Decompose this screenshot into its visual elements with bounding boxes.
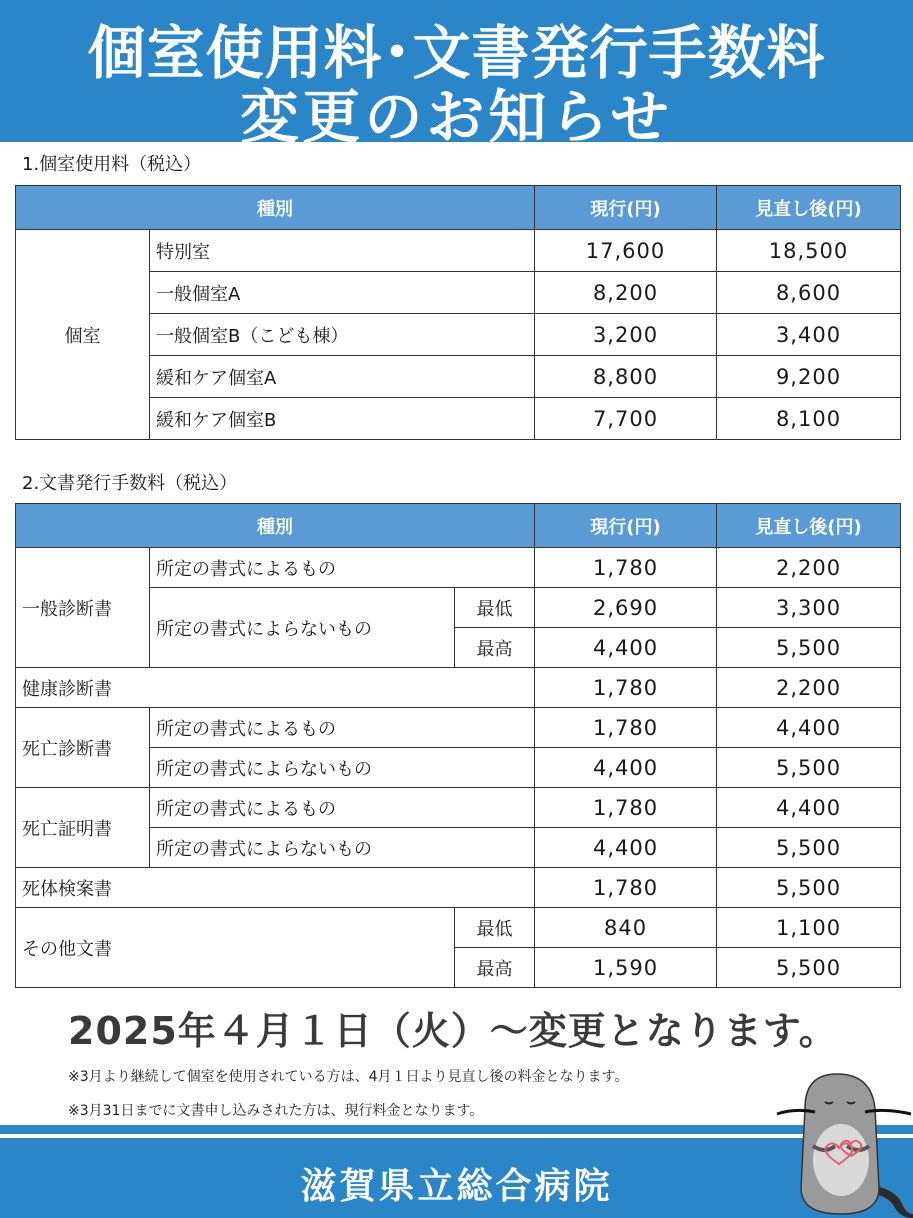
header-current: 現行(円) <box>535 186 717 230</box>
max-label: 最高 <box>455 948 535 988</box>
revised-fee: 5,500 <box>717 828 901 868</box>
current-fee: 1,780 <box>535 868 717 908</box>
effective-date: 2025年４月１日（火）～変更となります。 <box>68 1009 838 1053</box>
table-row <box>16 908 901 948</box>
current-fee: 7,700 <box>535 398 717 440</box>
room-name: 緩和ケア個室B <box>150 398 535 440</box>
table-row <box>16 230 901 272</box>
revised-fee: 5,500 <box>717 868 901 908</box>
format-label: 所定の書式によるもの <box>150 548 535 588</box>
group-label: 個室 <box>16 230 150 440</box>
hospital-name: 滋賀県立総合病院 <box>300 1166 613 1207</box>
revised-fee: 2,200 <box>717 548 901 588</box>
revised-fee: 8,600 <box>717 272 901 314</box>
revised-fee: 5,500 <box>717 748 901 788</box>
current-fee: 17,600 <box>535 230 717 272</box>
revised-fee: 18,500 <box>717 230 901 272</box>
min-label: 最低 <box>455 588 535 628</box>
current-fee: 1,590 <box>535 948 717 988</box>
revised-fee: 1,100 <box>717 908 901 948</box>
format-label: 所定の書式によらないもの <box>150 588 455 668</box>
current-fee: 4,400 <box>535 628 717 668</box>
room-name: 一般個室A <box>150 272 535 314</box>
room-name: 一般個室B（こども棟） <box>150 314 535 356</box>
doc-type-label: 一般診断書 <box>16 548 150 668</box>
current-fee: 2,690 <box>535 588 717 628</box>
table-row <box>16 668 901 708</box>
revised-fee: 4,400 <box>717 788 901 828</box>
current-fee: 1,780 <box>535 548 717 588</box>
revised-fee: 4,400 <box>717 708 901 748</box>
format-label: 所定の書式によるもの <box>150 708 535 748</box>
revised-fee: 9,200 <box>717 356 901 398</box>
doc-type-label: 死亡診断書 <box>16 708 150 788</box>
page-title-line1: 個室使用料･文書発行手数料 <box>87 19 826 87</box>
table-row <box>16 708 901 748</box>
format-label: 所定の書式によらないもの <box>150 828 535 868</box>
page-title-line2: 変更のお知らせ <box>240 83 673 151</box>
room-name: 特別室 <box>150 230 535 272</box>
revised-fee: 3,300 <box>717 588 901 628</box>
doc-type-label: 死体検案書 <box>16 868 535 908</box>
header-type: 種別 <box>16 504 535 548</box>
header-revised: 見直し後(円) <box>717 504 901 548</box>
note-continuing-room: ※3月より継続して個室を使用されている方は、4月１日より見直し後の料金となります。 <box>68 1069 629 1085</box>
current-fee: 4,400 <box>535 748 717 788</box>
current-fee: 8,200 <box>535 272 717 314</box>
revised-fee: 5,500 <box>717 628 901 668</box>
table-header-row <box>16 504 901 548</box>
table-header-row <box>16 186 901 230</box>
current-fee: 1,780 <box>535 708 717 748</box>
doc-type-label: その他文書 <box>16 908 455 988</box>
doc-type-label: 死亡証明書 <box>16 788 150 868</box>
min-label: 最低 <box>455 908 535 948</box>
table-row <box>16 788 901 828</box>
mascot-illustration <box>775 1068 913 1218</box>
title-banner <box>0 0 913 151</box>
document-fee-table <box>15 503 901 988</box>
max-label: 最高 <box>455 628 535 668</box>
current-fee: 1,780 <box>535 788 717 828</box>
format-label: 所定の書式によらないもの <box>150 748 535 788</box>
revised-fee: 8,100 <box>717 398 901 440</box>
note-document-request: ※3月31日までに文書申し込みされた方は、現行料金となります。 <box>68 1103 484 1119</box>
revised-fee: 3,400 <box>717 314 901 356</box>
header-current: 現行(円) <box>535 504 717 548</box>
section2-title: 2.文書発行手数料（税込） <box>22 473 238 494</box>
revised-fee: 2,200 <box>717 668 901 708</box>
table-row <box>16 548 901 588</box>
current-fee: 1,780 <box>535 668 717 708</box>
current-fee: 3,200 <box>535 314 717 356</box>
private-room-fee-table <box>15 185 901 440</box>
current-fee: 840 <box>535 908 717 948</box>
section1-title: 1.個室使用料（税込） <box>22 154 202 175</box>
room-name: 緩和ケア個室A <box>150 356 535 398</box>
current-fee: 8,800 <box>535 356 717 398</box>
header-revised: 見直し後(円) <box>717 186 901 230</box>
format-label: 所定の書式によるもの <box>150 788 535 828</box>
doc-type-label: 健康診断書 <box>16 668 535 708</box>
current-fee: 4,400 <box>535 828 717 868</box>
revised-fee: 5,500 <box>717 948 901 988</box>
table-row <box>16 868 901 908</box>
header-type: 種別 <box>16 186 535 230</box>
